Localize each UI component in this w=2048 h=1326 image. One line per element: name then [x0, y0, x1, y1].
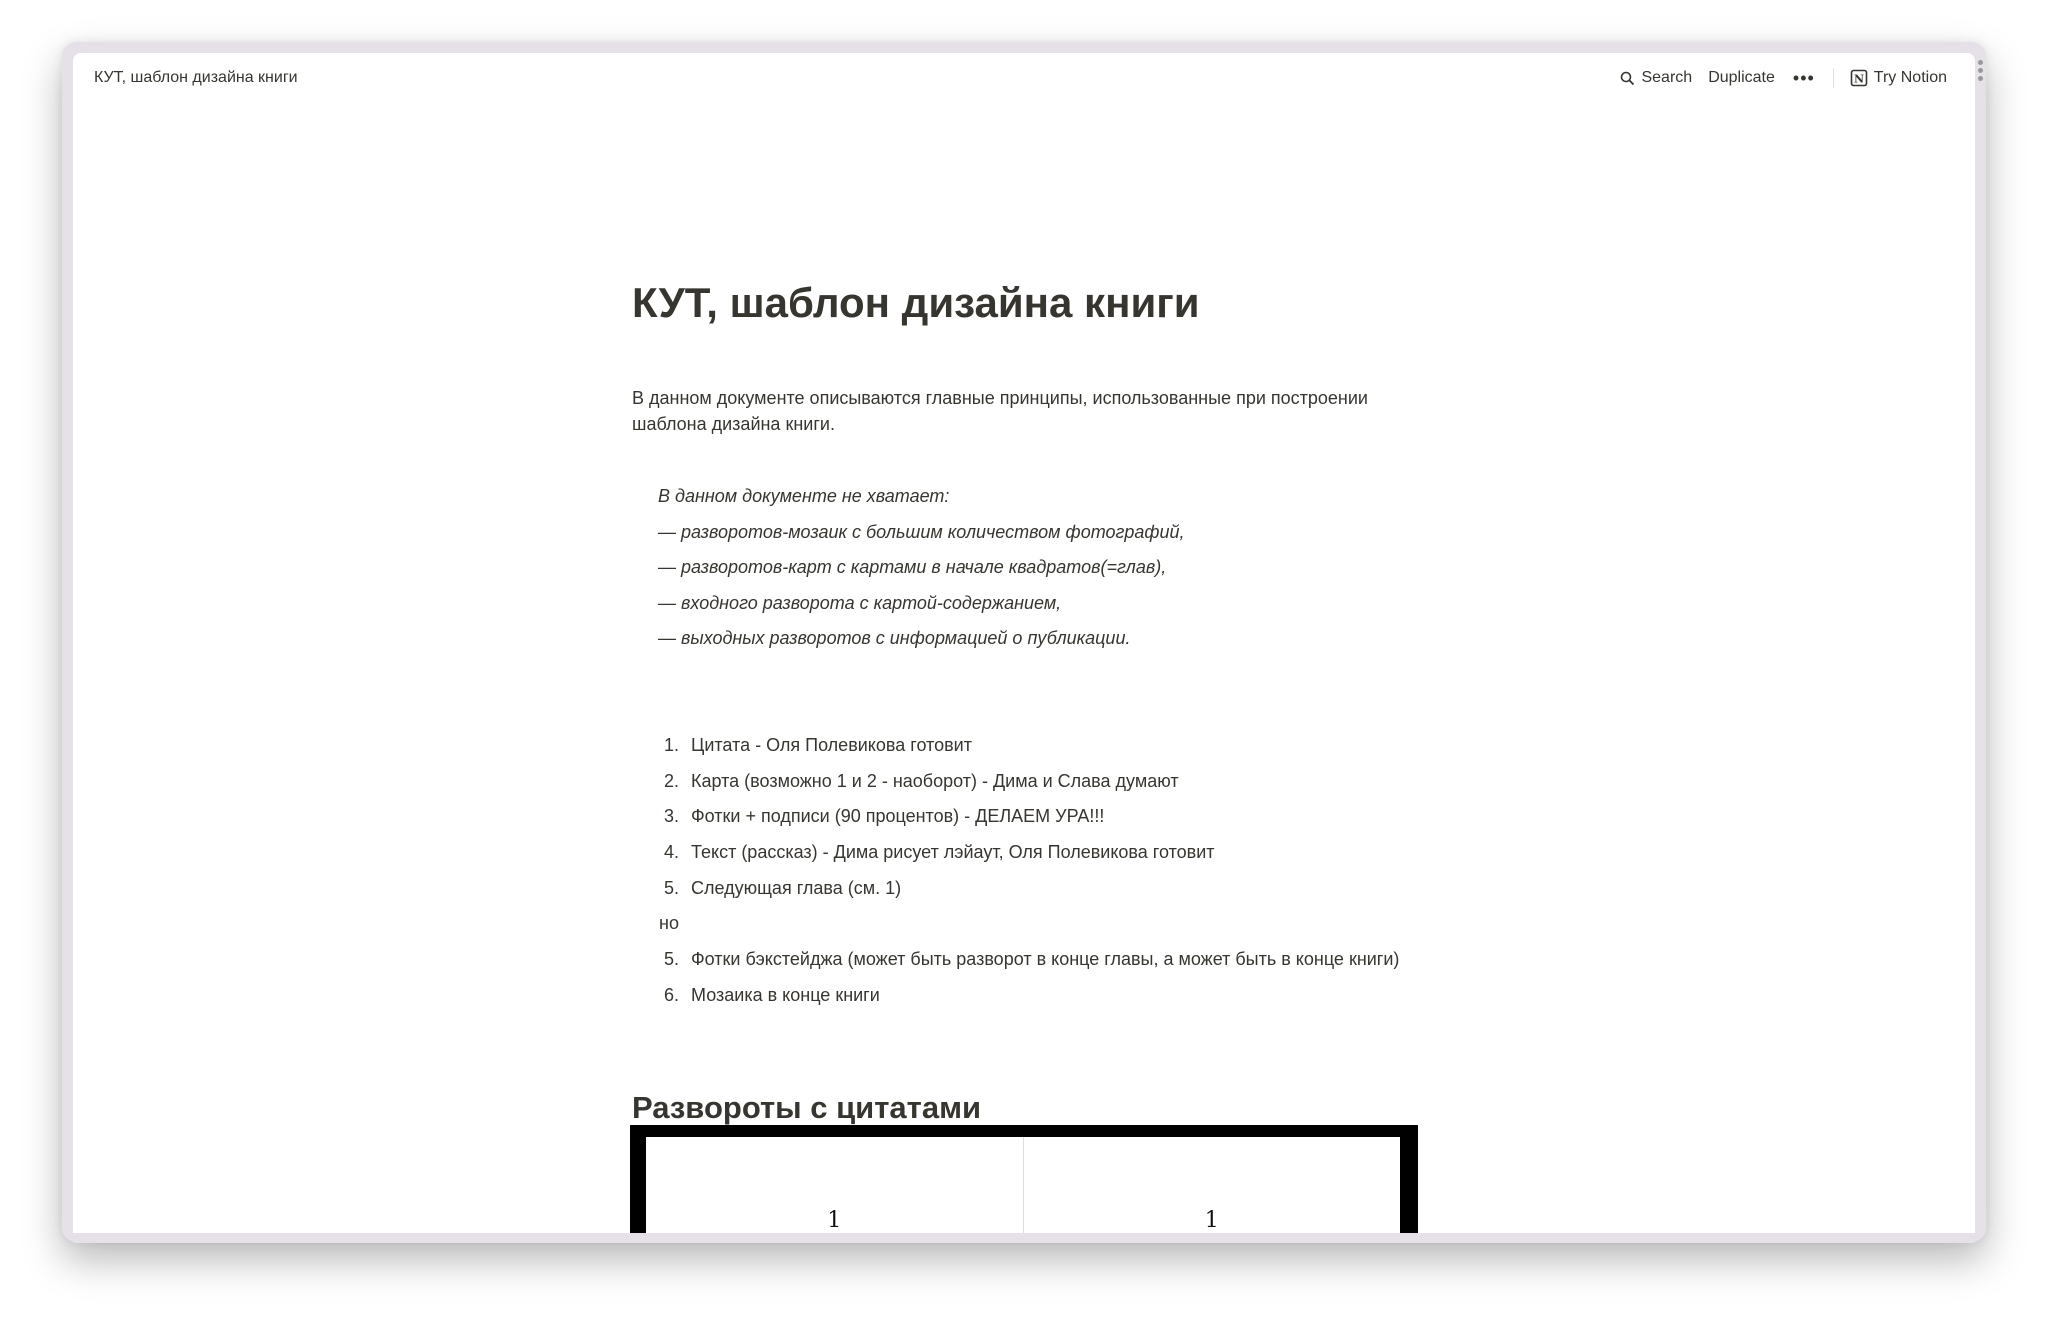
scrollbar-handle[interactable] — [1978, 60, 1984, 84]
try-notion-label: Try Notion — [1873, 69, 1947, 86]
try-notion-button[interactable] — [1842, 66, 1955, 90]
left-page — [646, 1137, 1023, 1233]
separator-text: но — [659, 913, 679, 934]
search-icon — [1620, 71, 1635, 86]
list-item: 3. Фотки + подписи (90 процентов) - ДЕЛАЕМ УРА!!! — [663, 806, 1105, 827]
intro-paragraph: В данном документе описываются главные принципы, использованные при построении шаблона дизайна книги. — [632, 388, 1368, 434]
list-item: 5. Следующая глава (см. 1) — [663, 877, 902, 898]
breadcrumb[interactable]: КУТ, шаблон дизайна книги — [94, 69, 298, 86]
page-title: КУТ, шаблон дизайна книги — [632, 279, 1200, 326]
list-item: 6. Мозаика в конце книги — [663, 984, 880, 1005]
quote-line: В данном документе не хватает: — [658, 486, 950, 506]
numbered-list — [632, 732, 1399, 1018]
page-number: 1 — [827, 1208, 842, 1233]
search-button[interactable] — [1612, 66, 1700, 90]
duplicate-button[interactable]: Duplicate — [1708, 69, 1775, 86]
quote-line: — разворотов-мозаик с большим количеством фотографий, — [658, 521, 1185, 542]
list-item: 1. Цитата - Оля Полевикова готовит — [663, 735, 972, 755]
divider — [1833, 68, 1834, 88]
more-options-icon[interactable]: ••• — [1792, 67, 1815, 88]
right-page — [1023, 1137, 1401, 1233]
search-label: Search — [1641, 69, 1693, 86]
notion-window — [73, 53, 1975, 1233]
window-bottom-edge — [73, 1233, 1975, 1243]
section-heading: Развороты с цитатами — [632, 1090, 982, 1125]
quote-line: — входного разворота с картой-содержанием, — [658, 592, 1062, 613]
page-number: 1 — [1204, 1208, 1219, 1233]
topbar — [73, 53, 1975, 103]
quote-line: — разворотов-карт с картами в начале квадратов(=глав), — [658, 557, 1167, 577]
notion-logo-icon — [1850, 69, 1868, 87]
topbar-actions — [1612, 66, 1955, 90]
list-item: 5. Фотки бэкстейджа (может быть разворот в конце главы, а может быть в конце книги) — [663, 949, 1400, 970]
list-item: 2. Карта (возможно 1 и 2 - наоборот) - Дима и Слава думают — [663, 770, 1179, 791]
missing-items-quote — [658, 483, 1184, 661]
list-item: 4. Текст (рассказ) - Дима рисует лэйаут, Оля Полевикова готовит — [663, 842, 1215, 863]
quote-spread-image — [630, 1125, 1418, 1233]
svg-text:N: N — [1853, 72, 1864, 86]
quote-line: — выходных разворотов с информацией о публикации. — [658, 628, 1131, 648]
